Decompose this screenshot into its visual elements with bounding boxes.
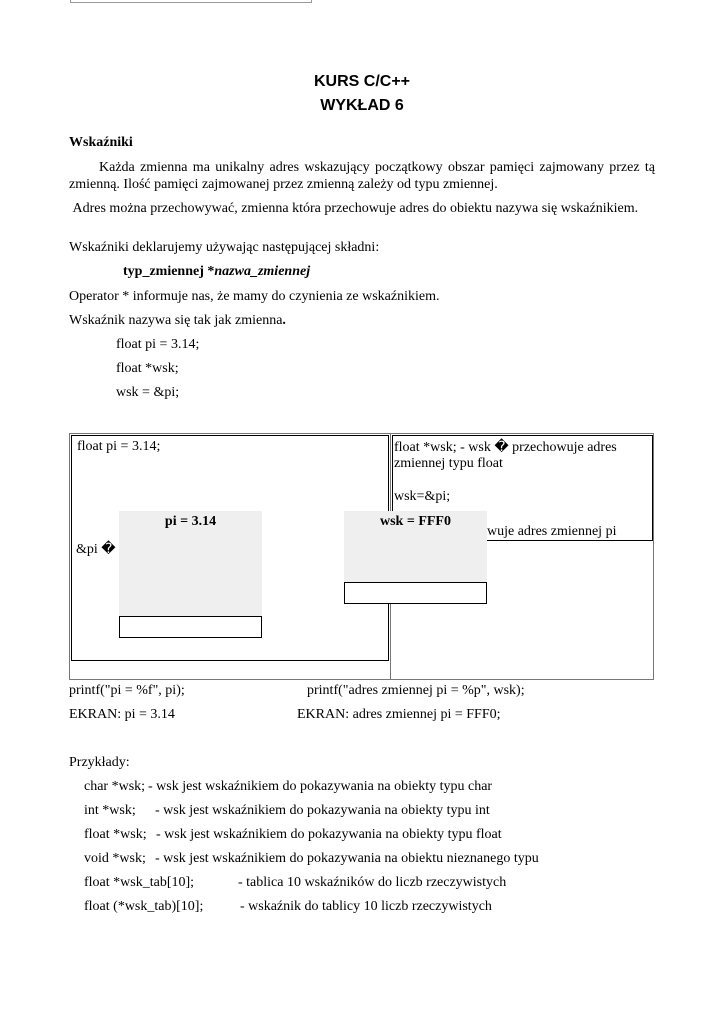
syntax-name: nazwa_zmiennej xyxy=(214,264,311,279)
example-code-1: char *wsk; xyxy=(84,779,146,794)
section-heading: Wskaźniki xyxy=(69,135,133,150)
intro-paragraph-3: Wskaźniki deklarujemy używając następującej składni: xyxy=(69,240,380,255)
intro-paragraph-2-text: Adres można przechowywać, zmienna która przechowuje adres do obiektu nazywa się wskaźnikiem. xyxy=(72,201,639,216)
example-desc-2: - wsk jest wskaźnikiem do pokazywania na obiekty typu int xyxy=(155,803,490,818)
intro-paragraph-1 xyxy=(69,159,655,193)
code-line-3: wsk = &pi; xyxy=(116,385,180,400)
diagram-right-partial-text: wuje adres zmiennej pi xyxy=(487,524,617,539)
pi-address-box xyxy=(119,616,262,638)
lecture-title: WYKŁAD 6 xyxy=(320,97,404,114)
intro-paragraph-1-text: Każda zmienna ma unikalny adres wskazujący początkowy obszar pamięci zajmowany przez tą zmienną. Ilość pamięci zajmowanej przez zmienną zależy od typu zmiennej. xyxy=(69,160,655,192)
example-code-6: float (*wsk_tab)[10]; xyxy=(84,899,204,914)
printf-right-screen: EKRAN: adres zmiennej pi = FFF0; xyxy=(297,707,501,722)
example-code-5: float *wsk_tab[10]; xyxy=(84,875,195,890)
syntax-line xyxy=(123,264,310,280)
name-text xyxy=(69,313,286,329)
code-line-2: float *wsk; xyxy=(116,361,179,376)
examples-heading: Przykłady: xyxy=(69,755,130,770)
example-code-4: void *wsk; xyxy=(84,851,146,866)
printf-left-screen: EKRAN: pi = 3.14 xyxy=(69,707,175,722)
example-desc-6: - wskaźnik do tablicy 10 liczb rzeczywistych xyxy=(240,899,492,914)
name-text-dot: . xyxy=(282,313,286,328)
header-frame xyxy=(70,0,312,3)
diagram-right-declaration-1: float *wsk; - wsk � przechowuje adres xyxy=(394,440,617,455)
diagram-right-declaration-2: zmiennej typu float xyxy=(394,456,503,471)
course-title: KURS C/C++ xyxy=(313,73,411,90)
pi-value-label: pi = 3.14 xyxy=(164,514,217,529)
wsk-address-box xyxy=(344,582,487,604)
code-line-1: float pi = 3.14; xyxy=(116,337,200,352)
diagram-right-assignment: wsk=&pi; xyxy=(394,489,451,504)
diagram-left-declaration: float pi = 3.14; xyxy=(77,439,161,454)
example-desc-5: - tablica 10 wskaźników do liczb rzeczywistych xyxy=(238,875,507,890)
printf-right-code: printf("adres zmiennej pi = %p", wsk); xyxy=(307,683,525,698)
wsk-value-label: wsk = FFF0 xyxy=(380,514,451,529)
example-code-3: float *wsk; xyxy=(84,827,147,842)
name-text-body: Wskaźnik nazywa się tak jak zmienna xyxy=(69,313,283,328)
operator-text: Operator * informuje nas, że mamy do czynienia ze wskaźnikiem. xyxy=(69,289,440,304)
example-desc-1: - wsk jest wskaźnikiem do pokazywania na obiekty typu char xyxy=(148,779,493,794)
example-code-2: int *wsk; xyxy=(84,803,136,818)
printf-left-code: printf("pi = %f", pi); xyxy=(69,683,185,698)
intro-paragraph-2 xyxy=(69,200,655,217)
syntax-type: typ_zmiennej * xyxy=(123,264,215,279)
example-desc-4: - wsk jest wskaźnikiem do pokazywania na obiektu nieznanego typu xyxy=(155,851,539,866)
example-desc-3: - wsk jest wskaźnikiem do pokazywania na obiekty typu float xyxy=(156,827,502,842)
address-of-label: &pi � xyxy=(76,542,116,557)
